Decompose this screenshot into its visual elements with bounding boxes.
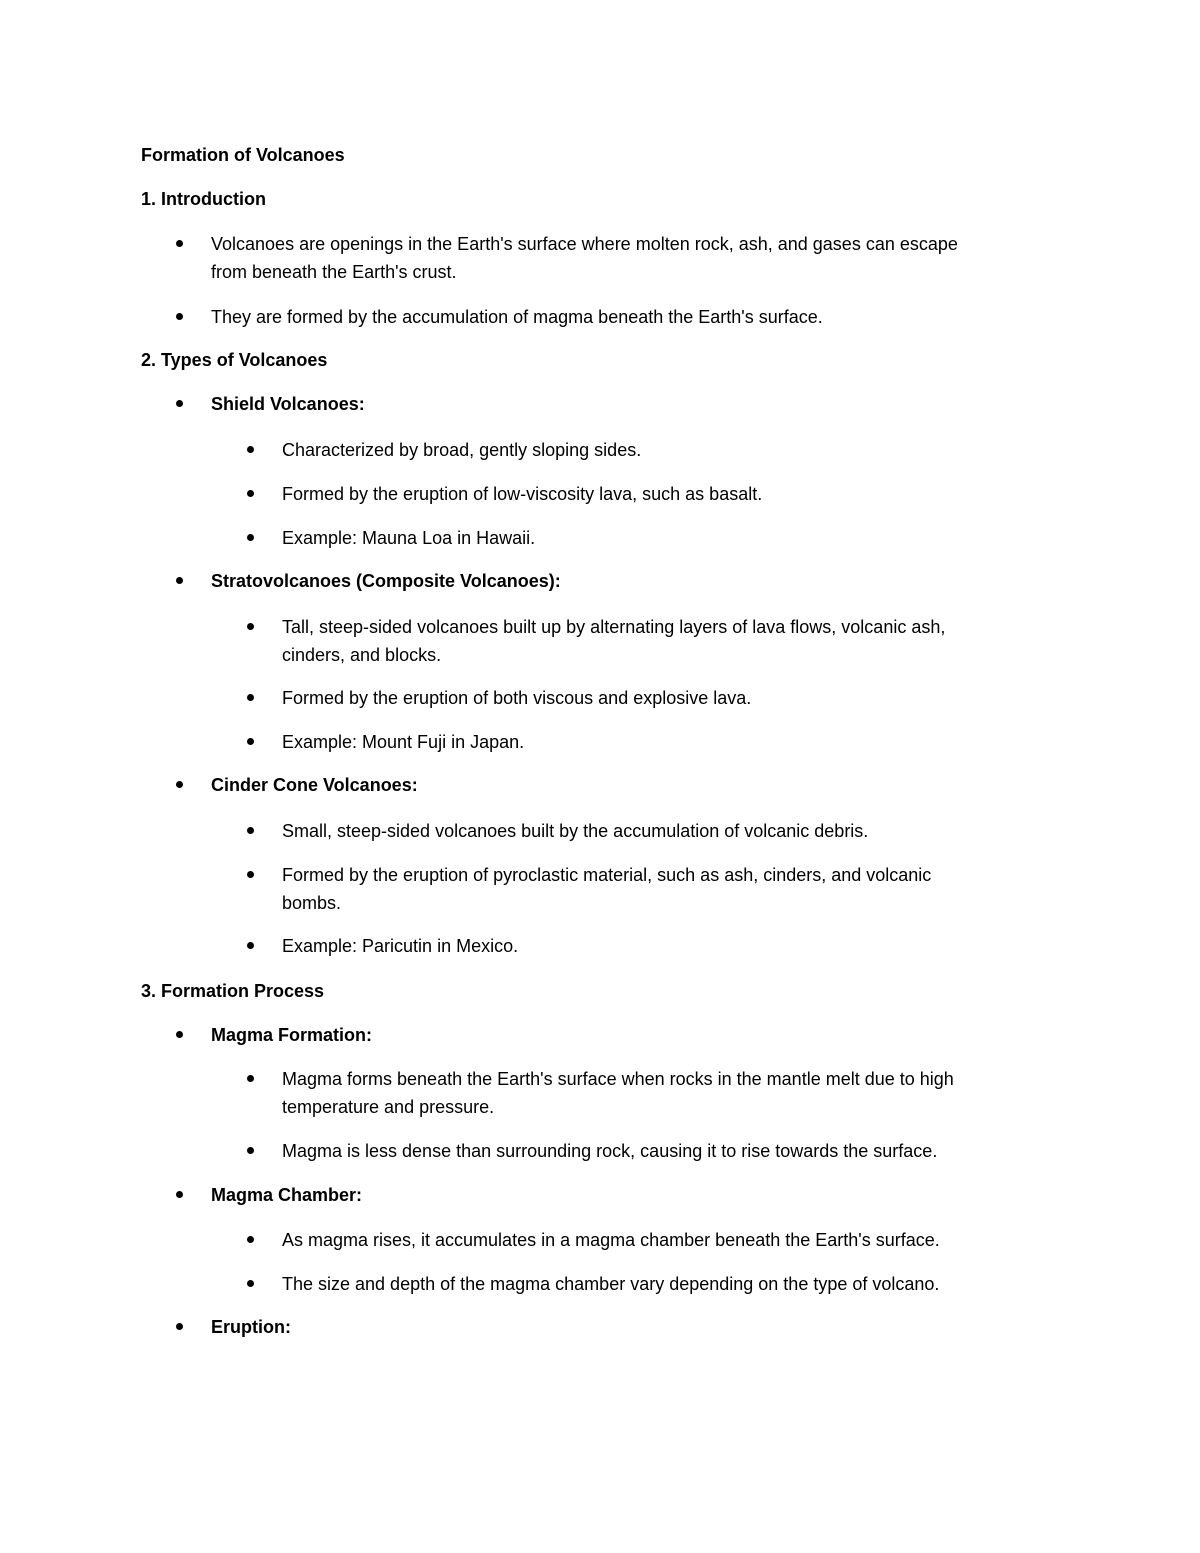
bullet-icon	[247, 871, 254, 878]
list-item-text: from beneath the Earth's crust.	[211, 262, 457, 282]
list-item-text: Magma forms beneath the Earth's surface when rocks in the mantle melt due to high	[282, 1069, 954, 1089]
bullet-icon	[247, 694, 254, 701]
list-item-text: The size and depth of the magma chamber vary depending on the type of volcano.	[282, 1274, 940, 1294]
list-item-text: Formed by the eruption of pyroclastic material, such as ash, cinders, and volcanic	[282, 865, 932, 885]
bullet-icon	[176, 313, 183, 320]
bullet-icon	[176, 240, 183, 247]
bullet-icon	[247, 1075, 254, 1082]
bullet-icon	[176, 1031, 183, 1038]
bullet-icon	[176, 781, 183, 788]
list-item-text: Magma is less dense than surrounding rock, causing it to rise towards the surface.	[282, 1141, 938, 1161]
list-item-text: bombs.	[282, 893, 342, 913]
bullet-icon	[176, 577, 183, 584]
subheading-magma-formation: Magma Formation:	[211, 1025, 373, 1045]
subheading-cinder-cone-volcanoes: Cinder Cone Volcanoes:	[211, 775, 418, 795]
bullet-icon	[247, 623, 254, 630]
bullet-icon	[176, 1323, 183, 1330]
list-item-text: Example: Paricutin in Mexico.	[282, 936, 519, 956]
section-heading-introduction: 1. Introduction	[141, 189, 266, 209]
list-item-text: Tall, steep-sided volcanoes built up by alternating layers of lava flows, volcanic ash,	[282, 617, 946, 637]
bullet-icon	[247, 1236, 254, 1243]
bullet-icon	[247, 1147, 254, 1154]
bullet-icon	[247, 738, 254, 745]
list-item-text: cinders, and blocks.	[282, 645, 442, 665]
subheading-eruption: Eruption:	[211, 1317, 291, 1337]
section-heading-types: 2. Types of Volcanoes	[141, 350, 328, 370]
list-item-text: They are formed by the accumulation of magma beneath the Earth's surface.	[211, 307, 823, 327]
bullet-icon	[176, 1191, 183, 1198]
list-item-text: Example: Mauna Loa in Hawaii.	[282, 528, 536, 548]
subheading-shield-volcanoes: Shield Volcanoes:	[211, 394, 365, 414]
section-heading-formation-process: 3. Formation Process	[141, 981, 325, 1001]
bullet-icon	[247, 490, 254, 497]
list-item-text: Small, steep-sided volcanoes built by the accumulation of volcanic debris.	[282, 821, 869, 841]
bullet-icon	[247, 446, 254, 453]
list-item-text: Formed by the eruption of both viscous and explosive lava.	[282, 688, 752, 708]
bullet-icon	[247, 827, 254, 834]
bullet-icon	[247, 534, 254, 541]
list-item-text: Volcanoes are openings in the Earth's surface where molten rock, ash, and gases can escape	[211, 234, 958, 254]
list-item-text: Formed by the eruption of low-viscosity lava, such as basalt.	[282, 484, 763, 504]
bullet-icon	[176, 400, 183, 407]
list-item-text: temperature and pressure.	[282, 1097, 495, 1117]
subheading-stratovolcanoes: Stratovolcanoes (Composite Volcanoes):	[211, 571, 561, 591]
list-item-text: Example: Mount Fuji in Japan.	[282, 732, 525, 752]
list-item-text: Characterized by broad, gently sloping sides.	[282, 440, 642, 460]
document-title: Formation of Volcanoes	[141, 145, 345, 165]
bullet-icon	[247, 1280, 254, 1287]
list-item-text: As magma rises, it accumulates in a magma chamber beneath the Earth's surface.	[282, 1230, 940, 1250]
bullet-icon	[247, 942, 254, 949]
subheading-magma-chamber: Magma Chamber:	[211, 1185, 363, 1205]
